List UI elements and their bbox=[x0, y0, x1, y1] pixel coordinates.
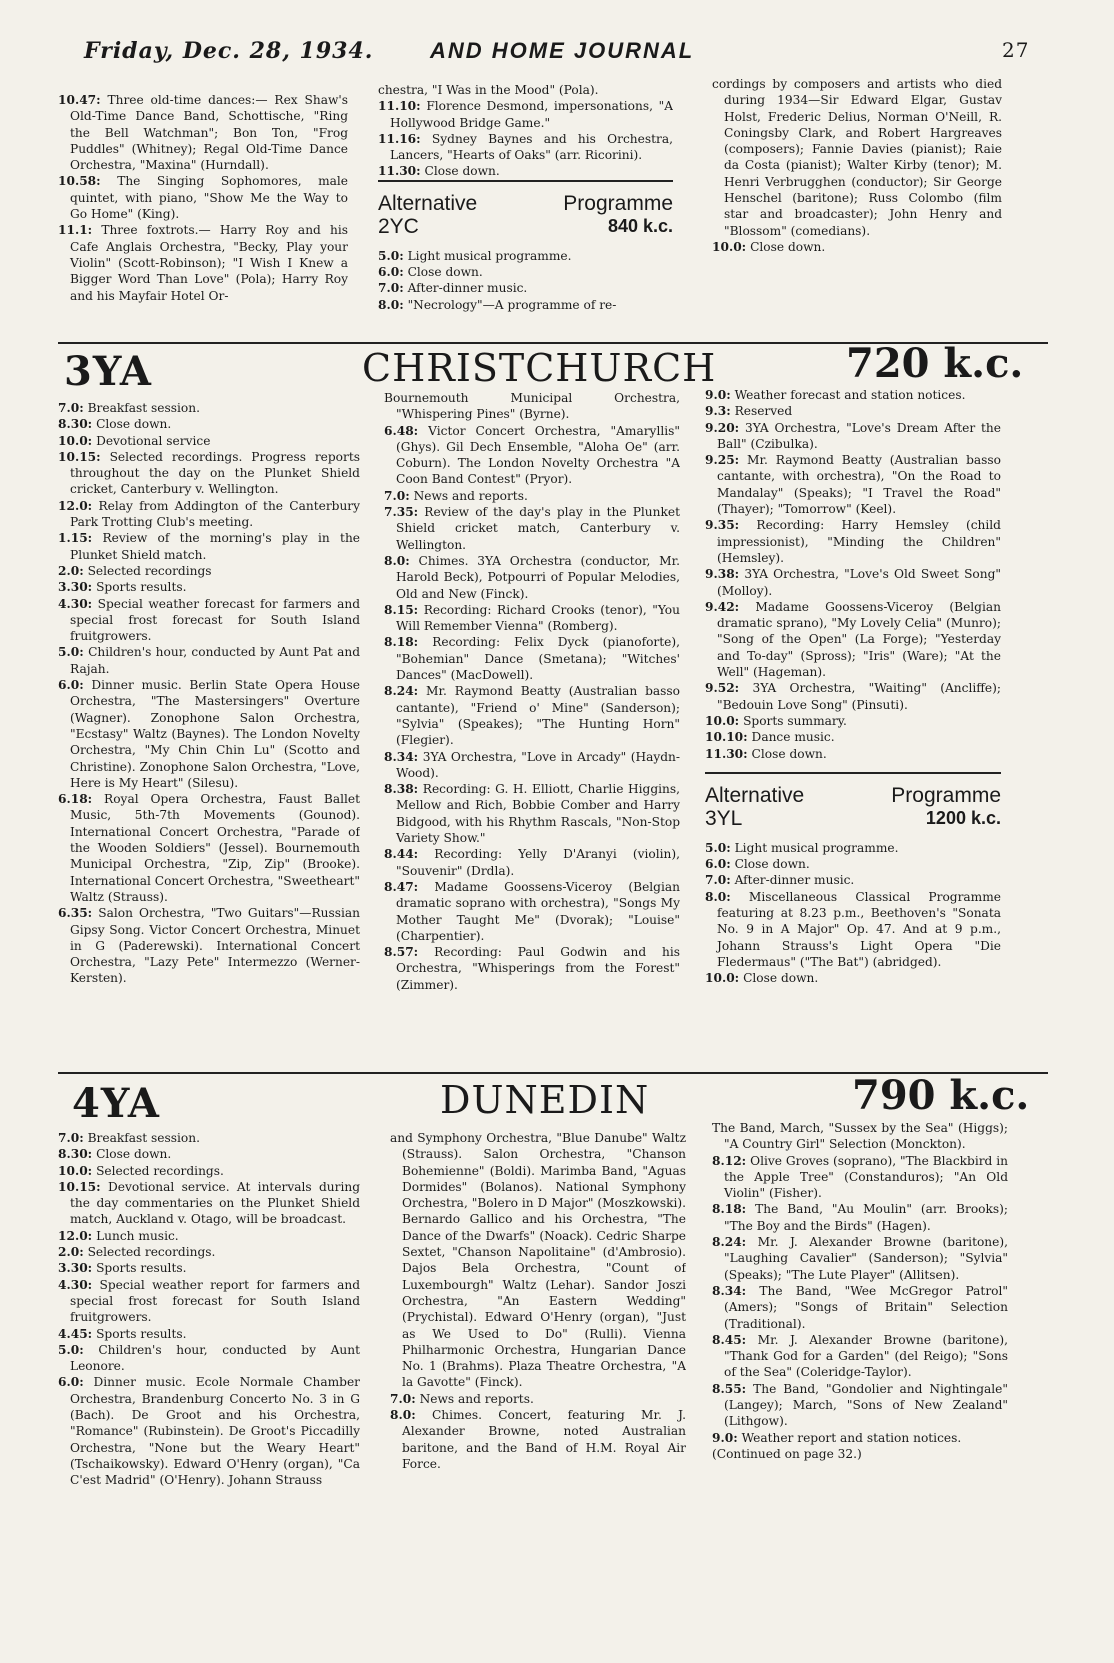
programme-entry bbox=[384, 423, 680, 488]
entry-time: 8.18: bbox=[384, 635, 419, 650]
programme-entry bbox=[705, 840, 1001, 856]
entry-text: Olive Groves (soprano), "The Blackbird in the Apple Tree" (Constanduros); "An Old Violin" (Fisher). bbox=[724, 1153, 1008, 1201]
entry-time: 8.24: bbox=[712, 1235, 747, 1250]
entry-text: Light musical programme. bbox=[734, 840, 899, 855]
programme-entry bbox=[58, 596, 360, 645]
entry-text: Dinner music. Berlin State Opera House Orchestra, "The Mastersingers" Overture (Wagner). Zonophone Salon Orchestra, "Ecstasy" Waltz (Baynes). The London Novelty Orchestra, "My Chin Chin Lu" (Scotto and Christine). Zonophone Salon Orchestra, "Love, Here is My Heart" (Silesu). bbox=[70, 678, 360, 790]
entry-text: News and reports. bbox=[419, 1391, 534, 1406]
entry-text: Weather forecast and station notices. bbox=[734, 388, 966, 402]
entry-time: 7.0: bbox=[384, 488, 410, 503]
entry-time: 6.0: bbox=[58, 678, 84, 693]
entry-text: Close down. bbox=[743, 971, 819, 986]
programme-entry bbox=[58, 1326, 360, 1342]
du-city: DUNEDIN bbox=[440, 1078, 650, 1122]
alt-2yc-box bbox=[378, 180, 673, 313]
entry-time: 8.15: bbox=[384, 602, 419, 617]
entry-text: Breakfast session. bbox=[87, 401, 200, 415]
entry-time: 7.35: bbox=[384, 505, 419, 520]
programme-entry bbox=[705, 599, 1001, 680]
entry-text: Recording: Yelly D'Aranyi (violin), "Souvenir" (Drdla). bbox=[396, 847, 680, 878]
ch-col-1 bbox=[58, 400, 360, 1056]
programme-entry bbox=[58, 400, 360, 416]
entry-time: 6.0: bbox=[705, 857, 731, 872]
top-col-2 bbox=[378, 82, 673, 332]
programme-entry bbox=[384, 683, 680, 748]
programme-entry bbox=[378, 82, 673, 98]
entry-text: Florence Desmond, impersonations, "A Hollywood Bridge Game." bbox=[390, 99, 673, 130]
entry-text: 3YA Orchestra, "Love's Old Sweet Song" (Molloy). bbox=[717, 567, 1001, 598]
entry-time: 6.18: bbox=[58, 792, 93, 807]
entry-text: Close down. bbox=[424, 164, 500, 179]
programme-entry bbox=[390, 1391, 686, 1407]
entry-time: 11.16: bbox=[378, 131, 421, 146]
entry-time: 9.52: bbox=[705, 681, 740, 696]
entry-text: Mr. J. Alexander Browne (baritone), "Laughing Cavalier" (Sanderson); "Sylvia" (Speaks); "The Lute Player" (Allitsen). bbox=[724, 1235, 1008, 1282]
entry-text: Recording: G. H. Elliott, Charlie Higgins, Mellow and Rich, Bobbie Comber and Harry Bidgood, with his Rhythm Rascals, "Non-Stop Variety Show." bbox=[396, 782, 680, 846]
entry-text: After-dinner music. bbox=[407, 281, 528, 296]
entry-text: Bournemouth Municipal Orchestra, "Whispering Pines" (Byrne). bbox=[384, 391, 680, 422]
programme-entry bbox=[705, 680, 1001, 713]
programme-entry bbox=[58, 222, 348, 303]
programme-entry bbox=[705, 746, 1001, 762]
programme-entry bbox=[705, 452, 1001, 517]
programme-entry bbox=[712, 1201, 1008, 1234]
entry-text: The Band, "Gondolier and Nightingale" (Langey); March, "Sons of New Zealand" (Lithgow). bbox=[724, 1381, 1008, 1429]
programme-entry bbox=[705, 517, 1001, 566]
alt-2yc-list bbox=[378, 248, 673, 313]
programme-entry bbox=[58, 1260, 360, 1276]
entry-text: The Band, March, "Sussex by the Sea" (Higgs); "A Country Girl" Selection (Monckton). bbox=[712, 1121, 1008, 1152]
entry-time: 8.47: bbox=[384, 879, 419, 894]
entry-text: Devotional service. At intervals during the day commentaries on the Plunket Shield match, Auckland v. Otago, will be broadcast. bbox=[70, 1179, 360, 1227]
entry-time: 3.30: bbox=[58, 1261, 93, 1276]
entry-time: 6.0: bbox=[58, 1375, 84, 1390]
programme-entry bbox=[378, 131, 673, 164]
programme-entry bbox=[378, 264, 673, 280]
entry-time: 8.30: bbox=[58, 1147, 93, 1162]
entry-time: 12.0: bbox=[58, 1228, 93, 1243]
entry-text: Madame Goossens-Viceroy (Belgian dramatic soprano with orchestra), "Songs My Mother Taught Me" (Dvorak); "Louise" (Charpentier). bbox=[396, 879, 680, 943]
entry-time: 7.0: bbox=[58, 401, 84, 415]
programme-entry bbox=[58, 1228, 360, 1244]
entry-text: Sports summary. bbox=[743, 713, 847, 728]
entry-time: 5.0: bbox=[705, 840, 731, 855]
entry-text: Close down. bbox=[751, 746, 827, 761]
programme-entry bbox=[384, 749, 680, 782]
entry-time: 11.30: bbox=[378, 164, 421, 179]
entry-time: 12.0: bbox=[58, 498, 93, 513]
entry-text: Mr. Raymond Beatty (Australian basso cantante), "Friend o' Mine" (Sanderson); "Sylvia" (Speakes); "The Hunting Horn" (Flegier). bbox=[396, 684, 680, 748]
programme-entry bbox=[384, 634, 680, 683]
programme-entry bbox=[58, 416, 360, 432]
ch-city: CHRISTCHURCH bbox=[362, 346, 717, 390]
entry-text: cordings by composers and artists who died during 1934—Sir Edward Elgar, Gustav Holst, Frederic Delius, Norman O'Neill, R. Coningsby Clark, and Robert Hargreaves (composers); Fannie Davies (pianist); Raie da Costa (pianist); Walter Kirby (tenor); M. Henri Verbrugghen (conductor); Sir George Henschel (baritone); Russ Colombo (film star and broadcaster); John Henry and "Blossom" (comedians). bbox=[712, 77, 1002, 238]
entry-time: 5.0: bbox=[58, 1342, 84, 1357]
programme-entry bbox=[378, 280, 673, 296]
header-title: AND HOME JOURNAL bbox=[430, 38, 695, 63]
entry-time: 10.10: bbox=[705, 730, 748, 745]
ch-col-3-list bbox=[705, 387, 1001, 762]
entry-text: Recording: Harry Hemsley (child impressionist), "Minding the Children" (Hemsley). bbox=[717, 518, 1001, 565]
alt-2yc-station: 2YC bbox=[378, 214, 419, 238]
programme-entry bbox=[705, 856, 1001, 872]
entry-text: and Symphony Orchestra, "Blue Danube" Waltz (Strauss). Salon Orchestra, "Chanson Bohemienne" (Boldi). Marimba Band, "Aguas Dormides" (Bolanos). National Symphony Orchestra, "Bolero in D Major" (Moszkowski). Bernardo Gallico and his Orchestra, "The Dance of the Dwarfs" (Noack). Cedric Sharpe Sextet, "Chanson Napolitaine" (d'Ambrosio). Dajos Bela Orchestra, "Count of Luxembourgh" Waltz (Lehar). Sandor Joszi Orchestra, "An Eastern Wedding" (Prychistal). Edward O'Henry (organ), "Just as We Used to Do" (Rulli). Vienna Philharmonic Orchestra, Hungarian Dance No. 1 (Brahms). Plaza Theatre Orchestra, "A la Gavotte" (Finck). bbox=[390, 1131, 686, 1390]
entry-text: Recording: Felix Dyck (pianoforte), "Bohemian" Dance (Smetana); "Witches' Dances" (MacDowell). bbox=[396, 635, 680, 683]
ch-station: 3YA bbox=[64, 348, 152, 395]
entry-text: Sports results. bbox=[96, 580, 187, 595]
entry-text: Review of the day's play in the Plunket Shield cricket match, Canterbury v. Wellington. bbox=[396, 505, 680, 552]
entry-text: Close down. bbox=[96, 1147, 172, 1162]
entry-time: 8.38: bbox=[384, 782, 419, 797]
entry-time: 10.47: bbox=[58, 93, 101, 107]
entry-text: 3YA Orchestra, "Love's Dream After the Ball" (Czibulka). bbox=[717, 420, 1001, 451]
entry-time: 8.44: bbox=[384, 847, 419, 862]
programme-entry bbox=[384, 602, 680, 635]
entry-time: 9.3: bbox=[705, 404, 731, 419]
ch-freq: 720 k.c. bbox=[846, 340, 1024, 387]
programme-entry bbox=[58, 1130, 360, 1146]
entry-time: 10.15: bbox=[58, 449, 101, 464]
alt-2yc-header bbox=[378, 192, 673, 238]
entry-text: Reserved bbox=[734, 404, 793, 419]
programme-entry bbox=[58, 563, 360, 579]
entry-text: Breakfast session. bbox=[87, 1131, 200, 1145]
programme-entry bbox=[705, 420, 1001, 453]
entry-text: The Singing Sophomores, male quintet, with piano, "Show Me the Way to Go Home" (King). bbox=[70, 174, 348, 222]
entry-time: 7.0: bbox=[58, 1131, 84, 1145]
entry-text: Close down. bbox=[750, 239, 826, 254]
entry-time: 8.0: bbox=[390, 1408, 416, 1423]
programme-entry bbox=[384, 504, 680, 553]
entry-time: 10.0: bbox=[58, 1163, 93, 1178]
entry-time: 8.45: bbox=[712, 1332, 747, 1347]
du-station: 4YA bbox=[72, 1080, 160, 1127]
entry-time: 11.10: bbox=[378, 99, 421, 114]
programme-entry bbox=[712, 1381, 1008, 1430]
entry-text: Children's hour, conducted by Aunt Leonore. bbox=[70, 1342, 360, 1374]
entry-time: 11.1: bbox=[58, 223, 93, 238]
entry-text: Three foxtrots.— Harry Roy and his Cafe Anglais Orchestra, "Becky, Play your Violin" (Scott-Robinson); "I Wish I Knew a Bigger Word Than Love" (Pola); Harry Roy and his Mayfair Hotel Or- bbox=[70, 223, 348, 303]
entry-time: 10.0: bbox=[712, 239, 747, 254]
alt-2yc-label: Alternative bbox=[378, 191, 478, 215]
programme-entry bbox=[712, 1153, 1008, 1202]
entry-time: 10.0: bbox=[705, 971, 740, 986]
entry-time: 8.0: bbox=[378, 297, 404, 312]
entry-text: Salon Orchestra, "Two Guitars"—Russian Gipsy Song. Victor Concert Orchestra, Minuet in G (Paderewski). International Concert Orchestra, "Lazy Pete" Intermezzo (Werner-Kersten). bbox=[70, 906, 360, 986]
entry-text: News and reports. bbox=[413, 488, 528, 503]
du-col-3-list bbox=[712, 1120, 1008, 1446]
entry-time: 10.0: bbox=[58, 433, 93, 448]
entry-text: Special weather forecast for farmers and special frost forecast for South Island fruitgrowers. bbox=[70, 596, 360, 644]
entry-text: Victor Concert Orchestra, "Amaryllis" (Ghys). Gil Dech Ensemble, "Aloha Oe" (arr. Coburn). The London Novelty Orchestra "A Coon Band Contest" (Pryor). bbox=[396, 423, 680, 487]
entry-time: 9.38: bbox=[705, 567, 740, 582]
du-col-1 bbox=[58, 1130, 360, 1650]
entry-text: Miscellaneous Classical Programme featuring at 8.23 p.m., Beethoven's "Sonata No. 9 in A Major" Op. 47. And at 9 p.m., Johann Strauss's Light Opera "Die Fledermaus" ("The Bat") (abridged). bbox=[717, 889, 1001, 969]
programme-entry bbox=[705, 889, 1001, 970]
entry-time: 8.18: bbox=[712, 1202, 747, 1217]
entry-text: "Necrology"—A programme of re- bbox=[407, 297, 617, 312]
entry-text: Sports results. bbox=[96, 1261, 187, 1276]
programme-entry bbox=[58, 433, 360, 449]
entry-time: 9.0: bbox=[712, 1430, 738, 1445]
programme-entry bbox=[58, 1277, 360, 1326]
entry-time: 9.0: bbox=[705, 388, 731, 402]
programme-entry bbox=[712, 1283, 1008, 1332]
alt-3yl-box bbox=[705, 772, 1001, 987]
entry-time: 8.12: bbox=[712, 1153, 747, 1168]
entry-text: Selected recordings. bbox=[96, 1163, 224, 1178]
entry-time: 7.0: bbox=[705, 873, 731, 888]
alt-3yl-freq: 1200 k.c. bbox=[925, 807, 1001, 828]
entry-time: 11.30: bbox=[705, 746, 748, 761]
programme-entry bbox=[58, 791, 360, 905]
entry-text: Close down. bbox=[407, 265, 483, 280]
entry-time: 8.24: bbox=[384, 684, 419, 699]
entry-time: 6.35: bbox=[58, 906, 93, 921]
entry-text: Lunch music. bbox=[96, 1228, 179, 1243]
alt-3yl-station: 3YL bbox=[705, 806, 743, 830]
programme-entry bbox=[58, 1179, 360, 1228]
programme-entry bbox=[384, 390, 680, 423]
du-col-2 bbox=[390, 1130, 686, 1630]
alt-3yl-label2: Programme bbox=[891, 783, 1001, 807]
programme-entry bbox=[712, 1332, 1008, 1381]
programme-entry bbox=[384, 944, 680, 993]
entry-time: 6.0: bbox=[378, 265, 404, 280]
entry-time: 8.0: bbox=[705, 889, 731, 904]
du-freq: 790 k.c. bbox=[852, 1072, 1030, 1119]
entry-time: 8.57: bbox=[384, 945, 419, 960]
programme-entry bbox=[712, 1120, 1008, 1153]
entry-text: Close down. bbox=[734, 857, 810, 872]
programme-entry bbox=[58, 1163, 360, 1179]
entry-time: 7.0: bbox=[390, 1391, 416, 1406]
programme-entry bbox=[705, 970, 1001, 986]
programme-entry bbox=[384, 781, 680, 846]
entry-text: Mr. Raymond Beatty (Australian basso cantante, with orchestra), "On the Road to Mandalay" (Speaks); "I Travel the Road" (Thayer); "Tomorrow" (Keel). bbox=[717, 453, 1001, 517]
entry-text: Relay from Addington of the Canterbury Park Trotting Club's meeting. bbox=[70, 498, 360, 530]
entry-time: 5.0: bbox=[58, 645, 84, 660]
programme-entry bbox=[705, 403, 1001, 419]
entry-text: Selected recordings. Progress reports throughout the day on the Plunket Shield cricket, Canterbury v. Wellington. bbox=[70, 449, 360, 497]
entry-text: Devotional service bbox=[96, 433, 211, 448]
entry-time: 5.0: bbox=[378, 248, 404, 263]
entry-time: 8.34: bbox=[712, 1283, 747, 1298]
programme-entry bbox=[58, 1146, 360, 1162]
programme-entry bbox=[58, 498, 360, 531]
entry-text: Selected recordings bbox=[87, 563, 212, 578]
entry-time: 4.30: bbox=[58, 596, 93, 611]
programme-entry bbox=[384, 488, 680, 504]
entry-text: Madame Goossens-Viceroy (Belgian dramatic sprano), "My Lovely Celia" (Munro); "Song of the Open" (La Forge); "Yesterday and To-day" (Spross); "Iris" (Ware); "At the Well" (Hageman). bbox=[717, 599, 1001, 680]
entry-time: 9.25: bbox=[705, 453, 740, 468]
page-number: 27 bbox=[1002, 38, 1030, 62]
entry-text: Recording: Paul Godwin and his Orchestra, "Whisperings from the Forest" (Zimmer). bbox=[396, 945, 680, 992]
programme-entry bbox=[58, 449, 360, 498]
entry-time: 9.35: bbox=[705, 518, 740, 533]
top-col-3 bbox=[712, 76, 1002, 326]
programme-entry bbox=[58, 677, 360, 791]
header-date: Friday, Dec. 28, 1934. bbox=[84, 38, 374, 64]
programme-entry bbox=[384, 553, 680, 602]
ch-col-2 bbox=[384, 390, 680, 1050]
entry-text: Review of the morning's play in the Plunket Shield match. bbox=[70, 531, 360, 562]
entry-time: 9.20: bbox=[705, 420, 740, 435]
top-col-1 bbox=[58, 92, 348, 340]
entry-time: 10.15: bbox=[58, 1179, 101, 1194]
programme-entry bbox=[378, 98, 673, 131]
alt-3yl-header bbox=[705, 784, 1001, 830]
entry-text: Special weather report for farmers and special frost forecast for South Island fruitgrowers. bbox=[70, 1277, 360, 1325]
entry-text: Close down. bbox=[96, 417, 172, 432]
programme-entry bbox=[378, 248, 673, 264]
programme-entry bbox=[712, 76, 1002, 239]
entry-text: After-dinner music. bbox=[734, 873, 855, 888]
entry-text: chestra, "I Was in the Mood" (Pola). bbox=[378, 83, 599, 97]
programme-entry bbox=[705, 729, 1001, 745]
entry-text: Children's hour, conducted by Aunt Pat and Rajah. bbox=[70, 645, 360, 676]
programme-entry bbox=[390, 1407, 686, 1472]
entry-text: Mr. J. Alexander Browne (baritone), "Thank God for a Garden" (del Reigo); "Sons of the Sea" (Coleridge-Taylor). bbox=[724, 1332, 1008, 1380]
programme-entry bbox=[705, 566, 1001, 599]
programme-entry bbox=[58, 579, 360, 595]
entry-time: 2.0: bbox=[58, 1245, 84, 1260]
entry-time: 8.34: bbox=[384, 749, 419, 764]
programme-entry bbox=[384, 879, 680, 944]
entry-text: 3YA Orchestra, "Love in Arcady" (Haydn-Wood). bbox=[396, 749, 680, 780]
entry-text: Recording: Richard Crooks (tenor), "You Will Remember Vienna" (Romberg). bbox=[396, 602, 680, 634]
entry-text: Chimes. 3YA Orchestra (conductor, Mr. Harold Beck), Potpourri of Popular Melodies, Old and New (Finck). bbox=[396, 553, 680, 601]
programme-entry bbox=[58, 173, 348, 222]
entry-time: 1.15: bbox=[58, 531, 93, 546]
programme-entry bbox=[712, 1430, 1008, 1446]
entry-text: Chimes. Concert, featuring Mr. J. Alexander Browne, noted Australian baritone, and the Band of H.M. Royal Air Force. bbox=[402, 1408, 686, 1471]
alt-3yl-list bbox=[705, 840, 1001, 987]
alt-2yc-label2: Programme bbox=[563, 191, 673, 215]
entry-time: 8.0: bbox=[384, 553, 410, 568]
entry-time: 6.48: bbox=[384, 423, 419, 438]
programme-entry bbox=[705, 872, 1001, 888]
programme-entry bbox=[378, 163, 673, 179]
entry-time: 2.0: bbox=[58, 563, 84, 578]
programme-entry bbox=[58, 1244, 360, 1260]
entry-text: Weather report and station notices. bbox=[741, 1430, 962, 1445]
alt-2yc-freq: 840 k.c. bbox=[607, 215, 673, 236]
programme-entry bbox=[58, 1374, 360, 1488]
programme-entry bbox=[705, 387, 1001, 403]
entry-time: 4.30: bbox=[58, 1277, 93, 1292]
entry-text: Light musical programme. bbox=[407, 248, 572, 263]
programme-entry bbox=[58, 1342, 360, 1375]
entry-text: Sydney Baynes and his Orchestra, Lancers, "Hearts of Oaks" (arr. Ricorini). bbox=[390, 131, 673, 163]
entry-time: 4.45: bbox=[58, 1326, 93, 1341]
programme-entry bbox=[705, 713, 1001, 729]
entry-time: 10.58: bbox=[58, 174, 101, 189]
programme-entry bbox=[712, 1234, 1008, 1283]
du-col-3 bbox=[712, 1120, 1008, 1640]
entry-text: Three old-time dances:— Rex Shaw's Old-Time Dance Band, Schottische, "Ring the Bell Watchman"; Bon Ton, "Frog Puddles" (Whitney); Regal Old-Time Dance Orchestra, "Maxina" (Hurndall). bbox=[70, 93, 348, 173]
entry-text: Dinner music. Ecole Normale Chamber Orchestra, Brandenburg Concerto No. 3 in G (Bach). De Groot and his Orchestra, "Romance" (Rubinstein). De Groot's Piccadilly Orchestra, "None but the Weary Heart" (Tschaikowsky). Edward O'Henry (organ), "Ca C'est Madrid" (O'Henry). Johann Strauss bbox=[70, 1375, 360, 1488]
entry-text: The Band, "Au Moulin" (arr. Brooks); "The Boy and the Birds" (Hagen). bbox=[724, 1202, 1008, 1233]
ch-col-3 bbox=[705, 387, 1001, 1067]
alt-3yl-label: Alternative bbox=[705, 783, 805, 807]
entry-text: The Band, "Wee McGregor Patrol" (Amers); "Songs of Britain" Selection (Traditional). bbox=[724, 1283, 1008, 1331]
programme-entry bbox=[58, 530, 360, 563]
entry-time: 7.0: bbox=[378, 281, 404, 296]
programme-entry bbox=[58, 905, 360, 986]
continued-note: (Continued on page 32.) bbox=[712, 1446, 862, 1461]
entry-text: Dance music. bbox=[751, 730, 835, 745]
entry-text: Sports results. bbox=[96, 1326, 187, 1341]
top-col-2-list bbox=[378, 82, 673, 180]
entry-time: 9.42: bbox=[705, 599, 740, 614]
programme-entry bbox=[58, 644, 360, 677]
entry-time: 8.55: bbox=[712, 1381, 747, 1396]
entry-text: 3YA Orchestra, "Waiting" (Ancliffe); "Bedouin Love Song" (Pinsuti). bbox=[717, 681, 1001, 712]
programme-entry bbox=[712, 239, 1002, 255]
programme-entry bbox=[384, 846, 680, 879]
programme-entry bbox=[58, 92, 348, 173]
programme-entry bbox=[390, 1130, 686, 1391]
entry-text: Royal Opera Orchestra, Faust Ballet Music, 5th-7th Movements (Gounod). International Concert Orchestra, "Parade of the Wooden Soldiers" (Jessel). Bournemouth Municipal Orchestra, "Zip, Zip" (Brooke). International Concert Orchestra, "Sweetheart" Waltz (Strauss). bbox=[70, 792, 360, 904]
entry-time: 10.0: bbox=[705, 713, 740, 728]
entry-text: Selected recordings. bbox=[87, 1245, 216, 1260]
entry-time: 8.30: bbox=[58, 417, 93, 432]
entry-time: 3.30: bbox=[58, 580, 93, 595]
programme-entry bbox=[378, 297, 673, 313]
